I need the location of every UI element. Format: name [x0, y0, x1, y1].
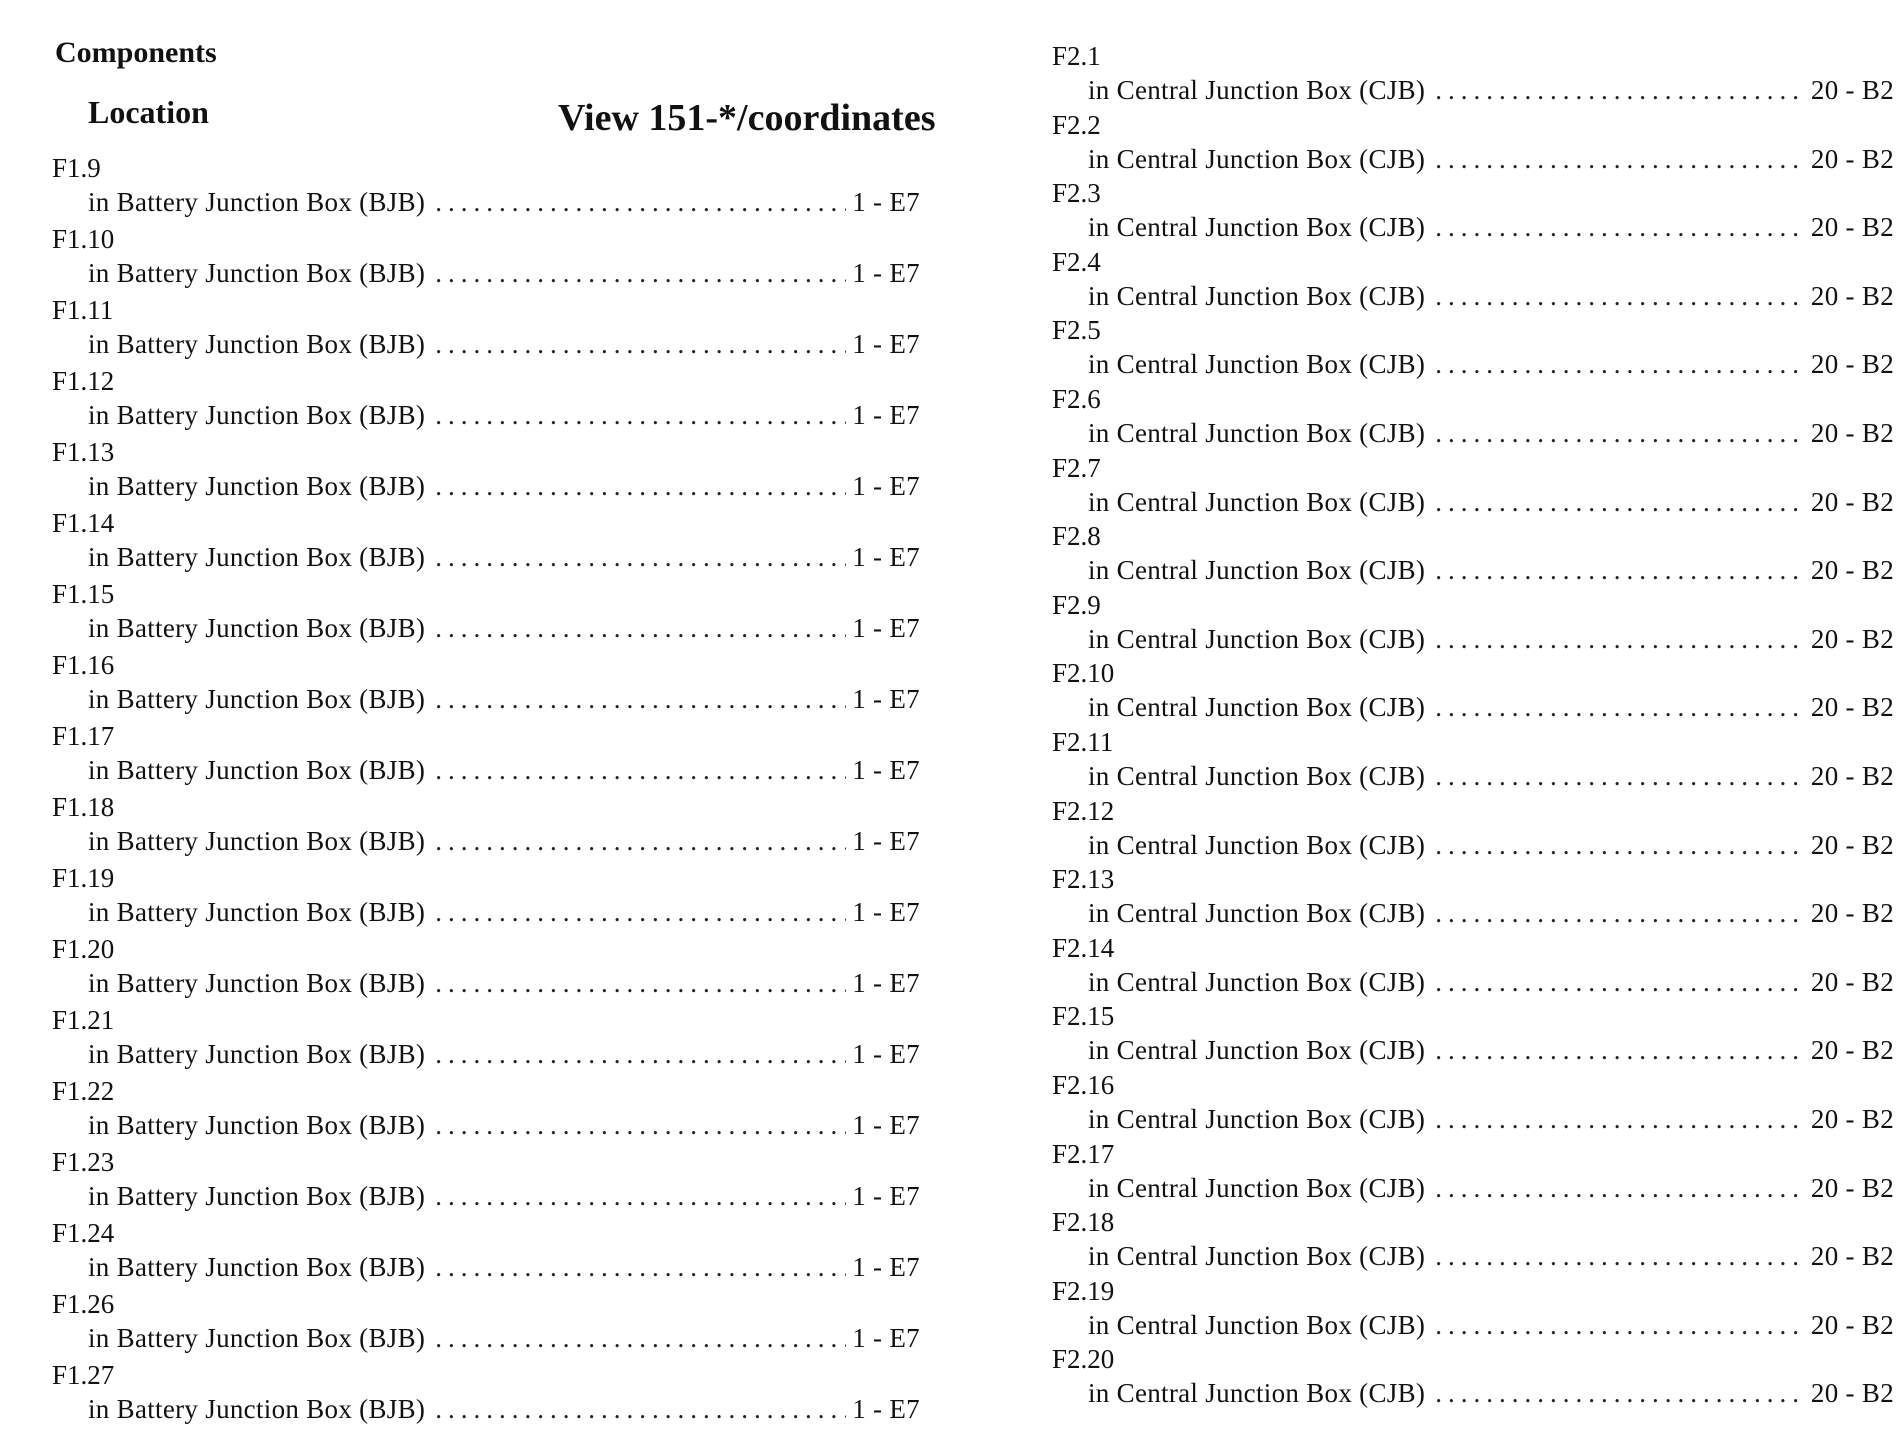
view-coordinate: 20 - B2 [1810, 349, 1894, 380]
left-component-list [52, 152, 920, 1430]
location-line [1088, 1377, 1894, 1409]
view-coordinate: 1 - E7 [852, 187, 920, 217]
component-entry [1052, 1069, 1894, 1138]
dot-leader [1435, 1034, 1805, 1066]
component-location: in Central Junction Box (CJB) [1088, 1241, 1426, 1272]
dot-leader [1435, 554, 1805, 586]
dot-leader [1435, 1377, 1805, 1409]
component-id: F1.21 [52, 1005, 115, 1035]
component-id: F1.16 [52, 650, 115, 680]
dot-leader [435, 257, 846, 289]
component-entry [52, 720, 920, 791]
component-entry [52, 1359, 920, 1430]
component-id: F2.11 [1052, 726, 1114, 757]
location-line [88, 541, 920, 573]
component-entry [1052, 246, 1894, 315]
location-line [1088, 1103, 1894, 1135]
component-entry [52, 152, 920, 223]
location-line [88, 1109, 920, 1141]
component-id: F2.13 [1052, 864, 1115, 895]
view-coordinate: 1 - E7 [852, 258, 920, 288]
view-coordinate: 20 - B2 [1810, 486, 1894, 517]
component-id: F1.26 [52, 1289, 115, 1319]
component-id: F1.11 [52, 295, 114, 325]
view-coordinates-column-header: View 151-*/coordinates [558, 97, 936, 139]
view-coordinate: 1 - E7 [852, 613, 920, 643]
component-location: in Battery Junction Box (BJB) [88, 1323, 426, 1353]
view-coordinate: 1 - E7 [852, 329, 920, 359]
dot-leader [1435, 417, 1805, 449]
view-coordinate: 20 - B2 [1810, 1172, 1894, 1203]
view-coordinate: 1 - E7 [852, 826, 920, 856]
view-coordinate: 20 - B2 [1810, 1309, 1894, 1340]
component-location: in Central Junction Box (CJB) [1088, 1309, 1426, 1340]
component-id: F2.6 [1052, 383, 1101, 414]
dot-leader [1435, 74, 1805, 106]
location-line [1088, 829, 1894, 861]
component-location: in Central Junction Box (CJB) [1088, 555, 1426, 586]
view-coordinate: 1 - E7 [852, 968, 920, 998]
location-line [1088, 760, 1894, 792]
dot-leader [1435, 691, 1805, 723]
component-entry [1052, 109, 1894, 178]
view-coordinate: 20 - B2 [1810, 1035, 1894, 1066]
dot-leader [1435, 966, 1805, 998]
component-id: F2.14 [1052, 932, 1115, 963]
component-entry [1052, 863, 1894, 932]
component-id: F2.16 [1052, 1069, 1115, 1100]
location-column-header: Location [88, 94, 209, 130]
view-coordinate: 1 - E7 [852, 542, 920, 572]
component-location: in Battery Junction Box (BJB) [88, 897, 426, 927]
component-id: F1.24 [52, 1218, 115, 1248]
view-coordinate: 20 - B2 [1810, 212, 1894, 243]
component-location: in Central Junction Box (CJB) [1088, 692, 1426, 723]
component-entry [52, 223, 920, 294]
component-id: F1.23 [52, 1147, 115, 1177]
location-line [88, 754, 920, 786]
component-id: F2.7 [1052, 452, 1101, 483]
dot-leader [1435, 1172, 1805, 1204]
component-id: F2.10 [1052, 658, 1115, 689]
component-location: in Battery Junction Box (BJB) [88, 187, 426, 217]
location-line [88, 470, 920, 502]
location-line [88, 825, 920, 857]
component-location: in Battery Junction Box (BJB) [88, 1181, 426, 1211]
component-location: in Central Junction Box (CJB) [1088, 623, 1426, 654]
component-location: in Battery Junction Box (BJB) [88, 329, 426, 359]
location-line [1088, 1034, 1894, 1066]
component-location: in Central Junction Box (CJB) [1088, 1378, 1426, 1409]
component-entry [1052, 726, 1894, 795]
component-entry [1052, 1138, 1894, 1207]
component-location: in Central Junction Box (CJB) [1088, 966, 1426, 997]
component-id: F1.13 [52, 437, 115, 467]
component-location: in Battery Junction Box (BJB) [88, 684, 426, 714]
component-id: F1.17 [52, 721, 115, 751]
dot-leader [435, 1393, 846, 1425]
component-location: in Central Junction Box (CJB) [1088, 417, 1426, 448]
component-location: in Central Junction Box (CJB) [1088, 143, 1426, 174]
view-coordinate: 20 - B2 [1810, 829, 1894, 860]
component-id: F1.22 [52, 1076, 115, 1106]
location-line [88, 683, 920, 715]
location-line [1088, 1309, 1894, 1341]
location-line [88, 1251, 920, 1283]
component-entry [1052, 383, 1894, 452]
component-id: F2.8 [1052, 521, 1101, 552]
dot-leader [435, 683, 846, 715]
view-coordinate: 20 - B2 [1810, 143, 1894, 174]
component-entry [52, 1004, 920, 1075]
location-line [1088, 211, 1894, 243]
component-entry [52, 791, 920, 862]
view-coordinate: 1 - E7 [852, 1181, 920, 1211]
view-coordinate: 20 - B2 [1810, 966, 1894, 997]
section-title: Components [55, 36, 217, 69]
component-location: in Central Junction Box (CJB) [1088, 486, 1426, 517]
component-location: in Central Junction Box (CJB) [1088, 1035, 1426, 1066]
location-line [1088, 897, 1894, 929]
component-id: F1.10 [52, 224, 115, 254]
location-line [88, 1393, 920, 1425]
component-entry [52, 1288, 920, 1359]
view-coordinate: 20 - B2 [1810, 280, 1894, 311]
view-coordinate: 1 - E7 [852, 1323, 920, 1353]
component-id: F2.9 [1052, 589, 1101, 620]
view-coordinate: 1 - E7 [852, 471, 920, 501]
dot-leader [1435, 1103, 1805, 1135]
component-entry [52, 365, 920, 436]
component-id: F1.27 [52, 1360, 115, 1390]
location-line [1088, 143, 1894, 175]
view-coordinate: 1 - E7 [852, 684, 920, 714]
dot-leader [1435, 1240, 1805, 1272]
location-line [88, 257, 920, 289]
location-line [1088, 1172, 1894, 1204]
component-location: in Battery Junction Box (BJB) [88, 1039, 426, 1069]
view-coordinate: 20 - B2 [1810, 898, 1894, 929]
location-line [88, 399, 920, 431]
dot-leader [435, 612, 846, 644]
view-coordinate: 1 - E7 [852, 1110, 920, 1140]
component-entry [1052, 452, 1894, 521]
component-id: F1.9 [52, 153, 101, 183]
dot-leader [435, 896, 846, 928]
view-coordinate: 1 - E7 [852, 400, 920, 430]
component-entry [1052, 520, 1894, 589]
component-entry [1052, 40, 1894, 109]
component-id: F1.15 [52, 579, 115, 609]
dot-leader [1435, 623, 1805, 655]
dot-leader [1435, 760, 1805, 792]
location-line [1088, 966, 1894, 998]
location-line [1088, 623, 1894, 655]
view-coordinate: 1 - E7 [852, 1394, 920, 1424]
location-line [88, 328, 920, 360]
component-id: F2.4 [1052, 246, 1101, 277]
component-location: in Battery Junction Box (BJB) [88, 1110, 426, 1140]
component-id: F1.18 [52, 792, 115, 822]
location-line [1088, 280, 1894, 312]
location-line [88, 186, 920, 218]
component-entry [1052, 932, 1894, 1001]
component-id: F1.20 [52, 934, 115, 964]
location-line [88, 1180, 920, 1212]
component-id: F2.20 [1052, 1344, 1115, 1375]
component-location: in Battery Junction Box (BJB) [88, 755, 426, 785]
view-coordinate: 20 - B2 [1810, 1241, 1894, 1272]
component-entry [1052, 1206, 1894, 1275]
component-entry [1052, 1000, 1894, 1069]
component-id: F2.5 [1052, 315, 1101, 346]
location-line [1088, 1240, 1894, 1272]
view-coordinate: 1 - E7 [852, 897, 920, 927]
component-entry [1052, 1275, 1894, 1344]
location-line [1088, 486, 1894, 518]
component-id: F2.15 [1052, 1001, 1115, 1032]
dot-leader [435, 186, 846, 218]
component-location: in Battery Junction Box (BJB) [88, 613, 426, 643]
dot-leader [435, 1109, 846, 1141]
component-location: in Battery Junction Box (BJB) [88, 1394, 426, 1424]
component-id: F1.12 [52, 366, 115, 396]
component-entry [52, 649, 920, 720]
view-coordinate: 20 - B2 [1810, 1378, 1894, 1409]
dot-leader [1435, 829, 1805, 861]
location-line [88, 1038, 920, 1070]
view-coordinate: 20 - B2 [1810, 623, 1894, 654]
location-line [1088, 691, 1894, 723]
component-location: in Central Junction Box (CJB) [1088, 280, 1426, 311]
component-location: in Central Junction Box (CJB) [1088, 760, 1426, 791]
dot-leader [435, 1322, 846, 1354]
component-entry [1052, 177, 1894, 246]
component-location: in Battery Junction Box (BJB) [88, 542, 426, 572]
component-entry [52, 1146, 920, 1217]
component-entry [1052, 589, 1894, 658]
component-id: F2.12 [1052, 795, 1115, 826]
component-location: in Central Junction Box (CJB) [1088, 898, 1426, 929]
dot-leader [435, 328, 846, 360]
dot-leader [435, 399, 846, 431]
component-entry [1052, 1343, 1894, 1412]
component-entry [52, 436, 920, 507]
component-id: F1.14 [52, 508, 115, 538]
dot-leader [435, 541, 846, 573]
view-coordinate: 1 - E7 [852, 755, 920, 785]
component-id: F2.3 [1052, 178, 1101, 209]
component-entry [52, 294, 920, 365]
component-location: in Central Junction Box (CJB) [1088, 1172, 1426, 1203]
component-location: in Central Junction Box (CJB) [1088, 75, 1426, 105]
dot-leader [435, 967, 846, 999]
location-line [1088, 554, 1894, 586]
dot-leader [1435, 143, 1805, 175]
right-component-list [1052, 40, 1894, 1412]
dot-leader [1435, 1309, 1805, 1341]
view-coordinate: 1 - E7 [852, 1252, 920, 1282]
component-location: in Central Junction Box (CJB) [1088, 212, 1426, 243]
view-coordinate: 20 - B2 [1810, 417, 1894, 448]
dot-leader [435, 1180, 846, 1212]
component-location: in Central Junction Box (CJB) [1088, 829, 1426, 860]
view-coordinate: 20 - B2 [1810, 75, 1894, 105]
location-line [88, 896, 920, 928]
component-location: in Battery Junction Box (BJB) [88, 471, 426, 501]
component-location: in Battery Junction Box (BJB) [88, 1252, 426, 1282]
view-coordinate: 20 - B2 [1810, 760, 1894, 791]
dot-leader [1435, 348, 1805, 380]
dot-leader [435, 470, 846, 502]
component-id: F2.18 [1052, 1207, 1115, 1238]
location-line [88, 967, 920, 999]
view-coordinate: 20 - B2 [1810, 692, 1894, 723]
component-location: in Battery Junction Box (BJB) [88, 258, 426, 288]
dot-leader [435, 825, 846, 857]
component-id: F1.19 [52, 863, 115, 893]
view-coordinate: 20 - B2 [1810, 555, 1894, 586]
component-id: F2.19 [1052, 1275, 1115, 1306]
component-location: in Battery Junction Box (BJB) [88, 400, 426, 430]
location-line [88, 612, 920, 644]
location-line [1088, 74, 1894, 106]
view-coordinate: 1 - E7 [852, 1039, 920, 1069]
component-entry [52, 1217, 920, 1288]
component-entry [1052, 795, 1894, 864]
location-line [1088, 348, 1894, 380]
component-entry [1052, 314, 1894, 383]
dot-leader [1435, 897, 1805, 929]
dot-leader [435, 1038, 846, 1070]
component-entry [52, 862, 920, 933]
component-location: in Central Junction Box (CJB) [1088, 1103, 1426, 1134]
component-entry [52, 1075, 920, 1146]
dot-leader [435, 754, 846, 786]
location-line [1088, 417, 1894, 449]
component-entry [1052, 657, 1894, 726]
component-id: F2.17 [1052, 1138, 1115, 1169]
component-location: in Central Junction Box (CJB) [1088, 349, 1426, 380]
dot-leader [1435, 280, 1805, 312]
component-entry [52, 507, 920, 578]
component-location: in Battery Junction Box (BJB) [88, 826, 426, 856]
location-line [88, 1322, 920, 1354]
component-id: F2.1 [1052, 41, 1101, 71]
component-entry [52, 933, 920, 1004]
component-entry [52, 578, 920, 649]
view-coordinate: 20 - B2 [1810, 1103, 1894, 1134]
component-location: in Battery Junction Box (BJB) [88, 968, 426, 998]
component-id: F2.2 [1052, 109, 1101, 140]
dot-leader [435, 1251, 846, 1283]
dot-leader [1435, 486, 1805, 518]
dot-leader [1435, 211, 1805, 243]
